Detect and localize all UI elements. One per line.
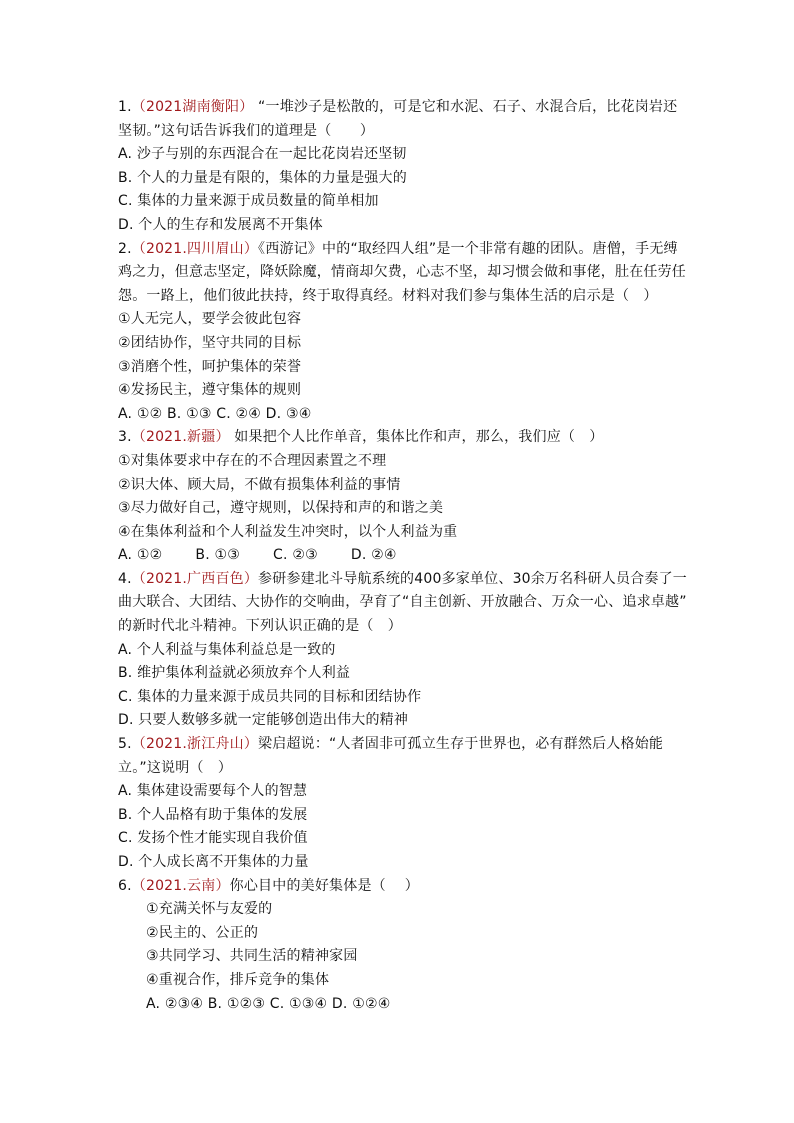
question-5-stem-line-2: 立。”这说明（ ） <box>118 759 233 776</box>
option: A. 个人利益与集体利益总是一致的 <box>118 641 336 658</box>
question-5-stem-line-1: 5.（2021.浙江舟山）梁启超说：“人者固非可孤立生存于世界也，必有群然后人格始能 <box>118 736 664 753</box>
question-1-stem-line-1: 1.（2021湖南衡阳） “一堆沙子是松散的，可是它和水泥、石子、水混合后，比花岗岩还 <box>118 99 678 115</box>
question-1-stem-line-2: 坚韧。”这句话告诉我们的道理是（ ） <box>118 122 375 139</box>
answer-choices: A. ①② B. ①③ C. ②③ D. ②④ <box>118 547 397 564</box>
question-source: （2021.云南） <box>131 877 230 894</box>
question-source: （2021湖南衡阳） <box>131 99 254 115</box>
option: D. 个人的生存和发展离不开集体 <box>118 216 323 233</box>
question-4-stem-line-2: 曲大联合、大团结、大协作的交响曲，孕育了“自主创新、开放融合、万众一心、追求卓越” <box>118 594 687 611</box>
option: ③尽力做好自己，遵守规则，以保持和声的和谐之美 <box>118 500 444 517</box>
option: ②民主的、公正的 <box>146 924 259 941</box>
option: A. 沙子与别的东西混合在一起比花岗岩还坚韧 <box>118 146 407 163</box>
option: ①对集体要求中存在的不合理因素置之不理 <box>118 452 387 469</box>
option: ①充满关怀与友爱的 <box>146 901 273 918</box>
question-source: （2021.广西百色） <box>131 570 259 587</box>
option: C. 发扬个性才能实现自我价值 <box>118 830 308 847</box>
question-source: （2021.新疆） <box>131 429 230 446</box>
option: D. 个人成长离不开集体的力量 <box>118 854 309 870</box>
option: ②识大体、顾大局，不做有损集体利益的事情 <box>118 476 401 493</box>
question-4-stem-line-1: 4.（2021.广西百色）参研参建北斗导航系统的400多家单位、30余万名科研人员合奏了一 <box>118 570 687 587</box>
question-6-stem-line-1: 6.（2021.云南）你心目中的美好集体是（ ） <box>118 877 419 894</box>
option: ①人无完人，要学会彼此包容 <box>118 311 302 328</box>
option: ②团结协作，坚守共同的目标 <box>118 334 302 351</box>
question-3-stem-line-1: 3.（2021.新疆） 如果把个人比作单音，集体比作和声，那么，我们应（ ） <box>118 429 604 446</box>
option: D. 只要人数够多就一定能够创造出伟大的精神 <box>118 712 409 729</box>
option: A. 集体建设需要每个人的智慧 <box>118 783 308 800</box>
question-list <box>118 96 687 1016</box>
option: B. 个人品格有助于集体的发展 <box>118 806 308 823</box>
option: ④在集体利益和个人利益发生冲突时，以个人利益为重 <box>118 523 458 540</box>
option: B. 维护集体利益就必须放弃个人利益 <box>118 665 351 682</box>
question-2-stem-line-3: 怨。一路上，他们彼此扶持，终于取得真经。材料对我们参与集体生活的启示是（ ） <box>118 287 658 304</box>
option: B. 个人的力量是有限的，集体的力量是强大的 <box>118 169 407 186</box>
answer-choices: A. ①② B. ①③ C. ②④ D. ③④ <box>118 405 312 422</box>
answer-choices: A. ②③④ B. ①②③ C. ①③④ D. ①②④ <box>146 995 391 1012</box>
question-source: （2021.四川眉山） <box>131 240 259 257</box>
option: ③共同学习、共同生活的精神家园 <box>146 948 358 965</box>
question-2-stem-line-1: 2.（2021.四川眉山）《西游记》中的“取经四人组”是一个非常有趣的团队。唐僧，手无缚 <box>118 240 678 257</box>
option: ④重视合作，排斥竞争的集体 <box>146 971 330 988</box>
option: ④发扬民主，遵守集体的规则 <box>118 382 302 399</box>
option: C. 集体的力量来源于成员共同的目标和团结协作 <box>118 688 422 705</box>
option: C. 集体的力量来源于成员数量的简单相加 <box>118 193 379 210</box>
option: ③消磨个性，呵护集体的荣誉 <box>118 358 302 375</box>
question-2-stem-line-2: 鸡之力，但意志坚定，降妖除魔，情商却欠费，心志不坚，却习惯会做和事佬，肚在任劳任 <box>118 264 686 281</box>
question-source: （2021.浙江舟山） <box>131 736 259 753</box>
question-4-stem-line-3: 的新时代北斗精神。下列认识正确的是（ ） <box>118 618 402 635</box>
